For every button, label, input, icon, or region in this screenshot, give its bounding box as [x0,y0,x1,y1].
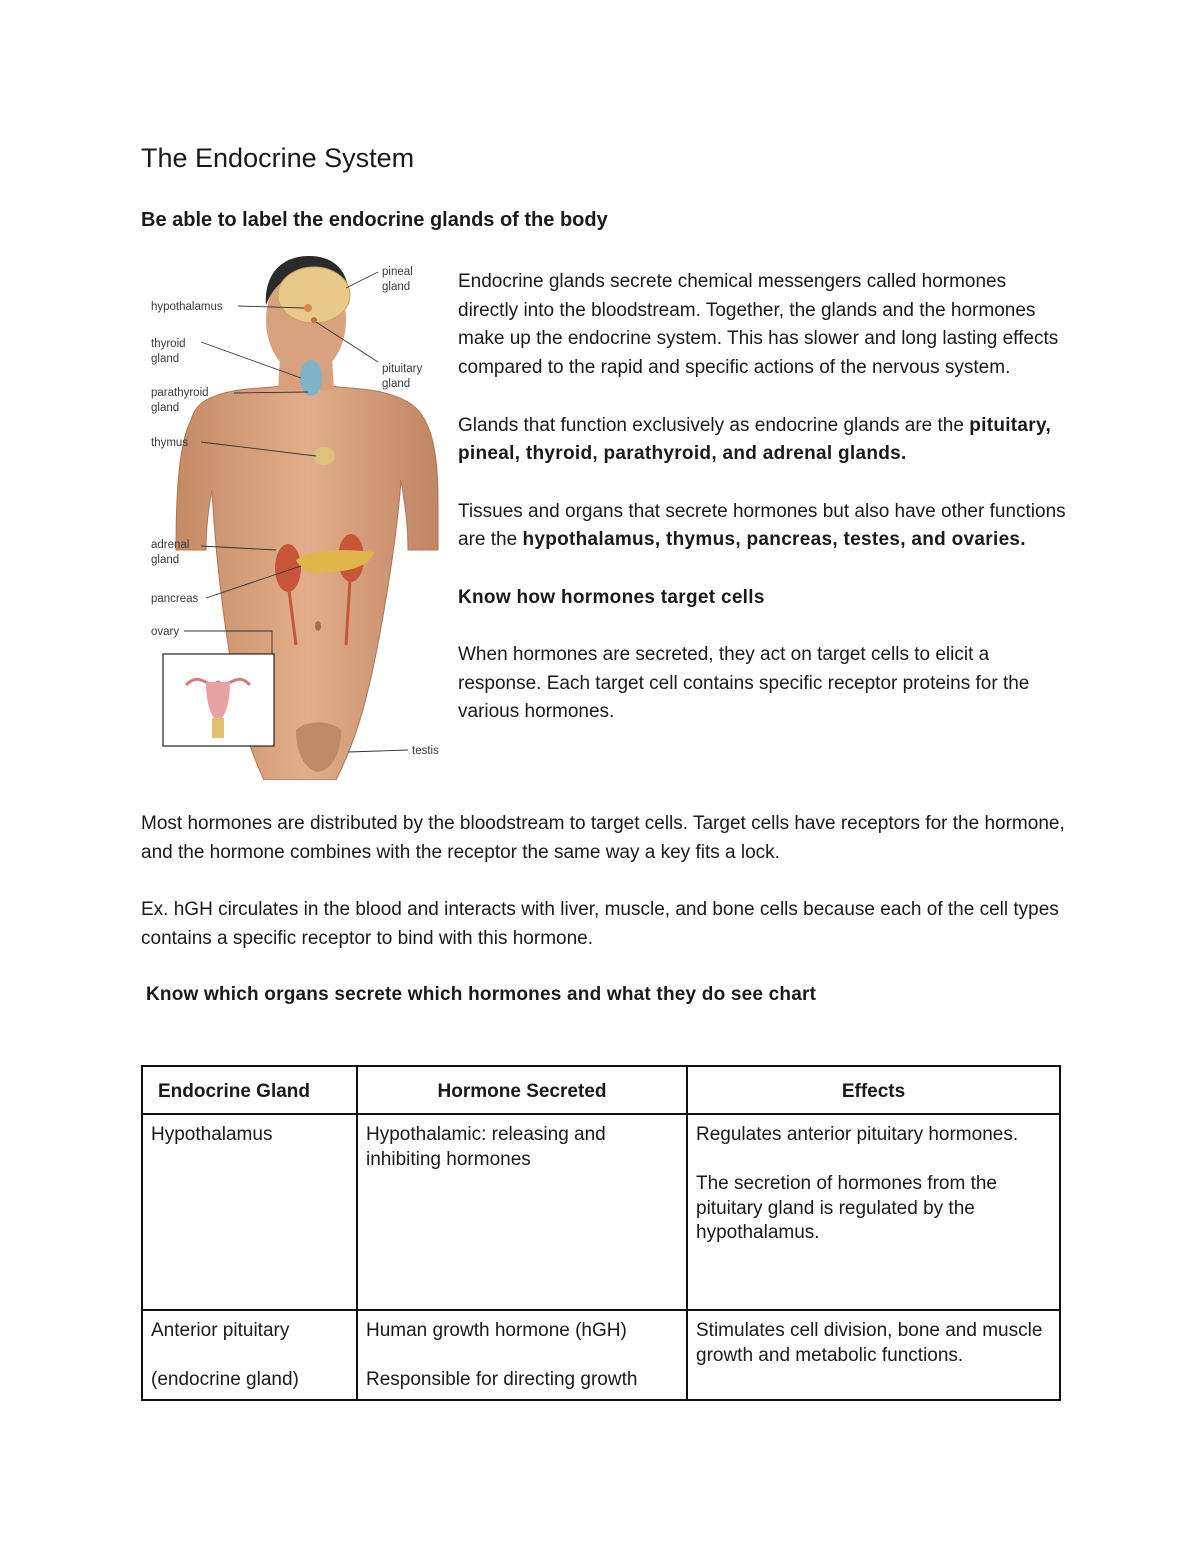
kidney-left [275,544,301,592]
header-gland: Endocrine Gland [142,1066,357,1114]
tissues-paragraph: Tissues and organs that secrete hormones but also have other functions are the hypothalamus, thymus, pancreas, testes, and ovaries. [458,500,1066,551]
hormone-table [141,1065,1061,1401]
label-thyroid: thyroid gland [151,338,186,365]
endocrine-diagram [146,250,450,780]
label-thymus: thymus [151,437,189,449]
target-cells-paragraph: When hormones are secreted, they act on target cells to elicit a response. Each target cell contains specific receptor proteins for the various hormones. [458,644,1030,723]
table-row [142,1310,1060,1400]
endocrine-body-illustration [146,250,450,780]
intro-paragraph: Endocrine glands secrete chemical messengers called hormones directly into the bloodstream. Together, the glands and the hormones make up the endocrine system. This has slower and long lasting effects compared to the rapid and specific actions of the nervous system. [458,271,1059,379]
distribution-paragraph: Most hormones are distributed by the bloodstream to target cells. Target cells have receptors for the hormone, and the hormone combines with the receptor the same way a key fits a lock. [141,813,1065,863]
header-effects: Effects [687,1066,1060,1114]
gland-cell: Hypothalamus [142,1114,357,1310]
example-paragraph: Ex. hGH circulates in the blood and interacts with liver, muscle, and bone cells because each of the cell types contains a specific receptor to bind with this hormone. [141,899,1059,949]
label-adrenal: adrenal gland [151,539,190,566]
header-hormone: Hormone Secreted [357,1066,687,1114]
effects-cell: Stimulates cell division, bone and muscle growth and metabolic functions. [687,1310,1060,1400]
section-subtitle: Be able to label the endocrine glands of the body [141,209,608,231]
label-parathyroid: parathyroid gland [151,387,209,414]
target-cells-heading: Know how hormones target cells [458,586,765,608]
effects-cell: Regulates anterior pituitary hormones. The secretion of hormones from the pituitary gland is regulated by the hypothalamus. [687,1114,1060,1310]
brain-shape [278,267,350,323]
label-pituitary: pituitary gland [382,363,423,390]
hypothalamus-spot [304,304,312,312]
table-header-row [142,1066,1060,1114]
label-testis: testis [412,745,439,757]
thymus-shape [313,447,335,465]
label-hypothalamus: hypothalamus [151,301,223,313]
hormone-cell: Hypothalamic: releasing and inhibiting hormones [357,1114,687,1310]
right-column [458,268,1070,756]
label-ovary: ovary [151,626,180,638]
chart-heading: Know which organs secrete which hormones and what they do see chart [146,984,817,1005]
table-row [142,1114,1060,1310]
gland-cell: Anterior pituitary (endocrine gland) [142,1310,357,1400]
thyroid-shape [300,360,322,396]
hormone-cell: Human growth hormone (hGH) Responsible for directing growth [357,1310,687,1400]
page-title: The Endocrine System [141,143,415,173]
exclusive-glands-paragraph: Glands that function exclusively as endocrine glands are the pituitary, pineal, thyroid, parathyroid, and adrenal glands. [458,414,1052,465]
label-pancreas: pancreas [151,593,199,605]
label-pineal: pineal gland [382,266,413,293]
